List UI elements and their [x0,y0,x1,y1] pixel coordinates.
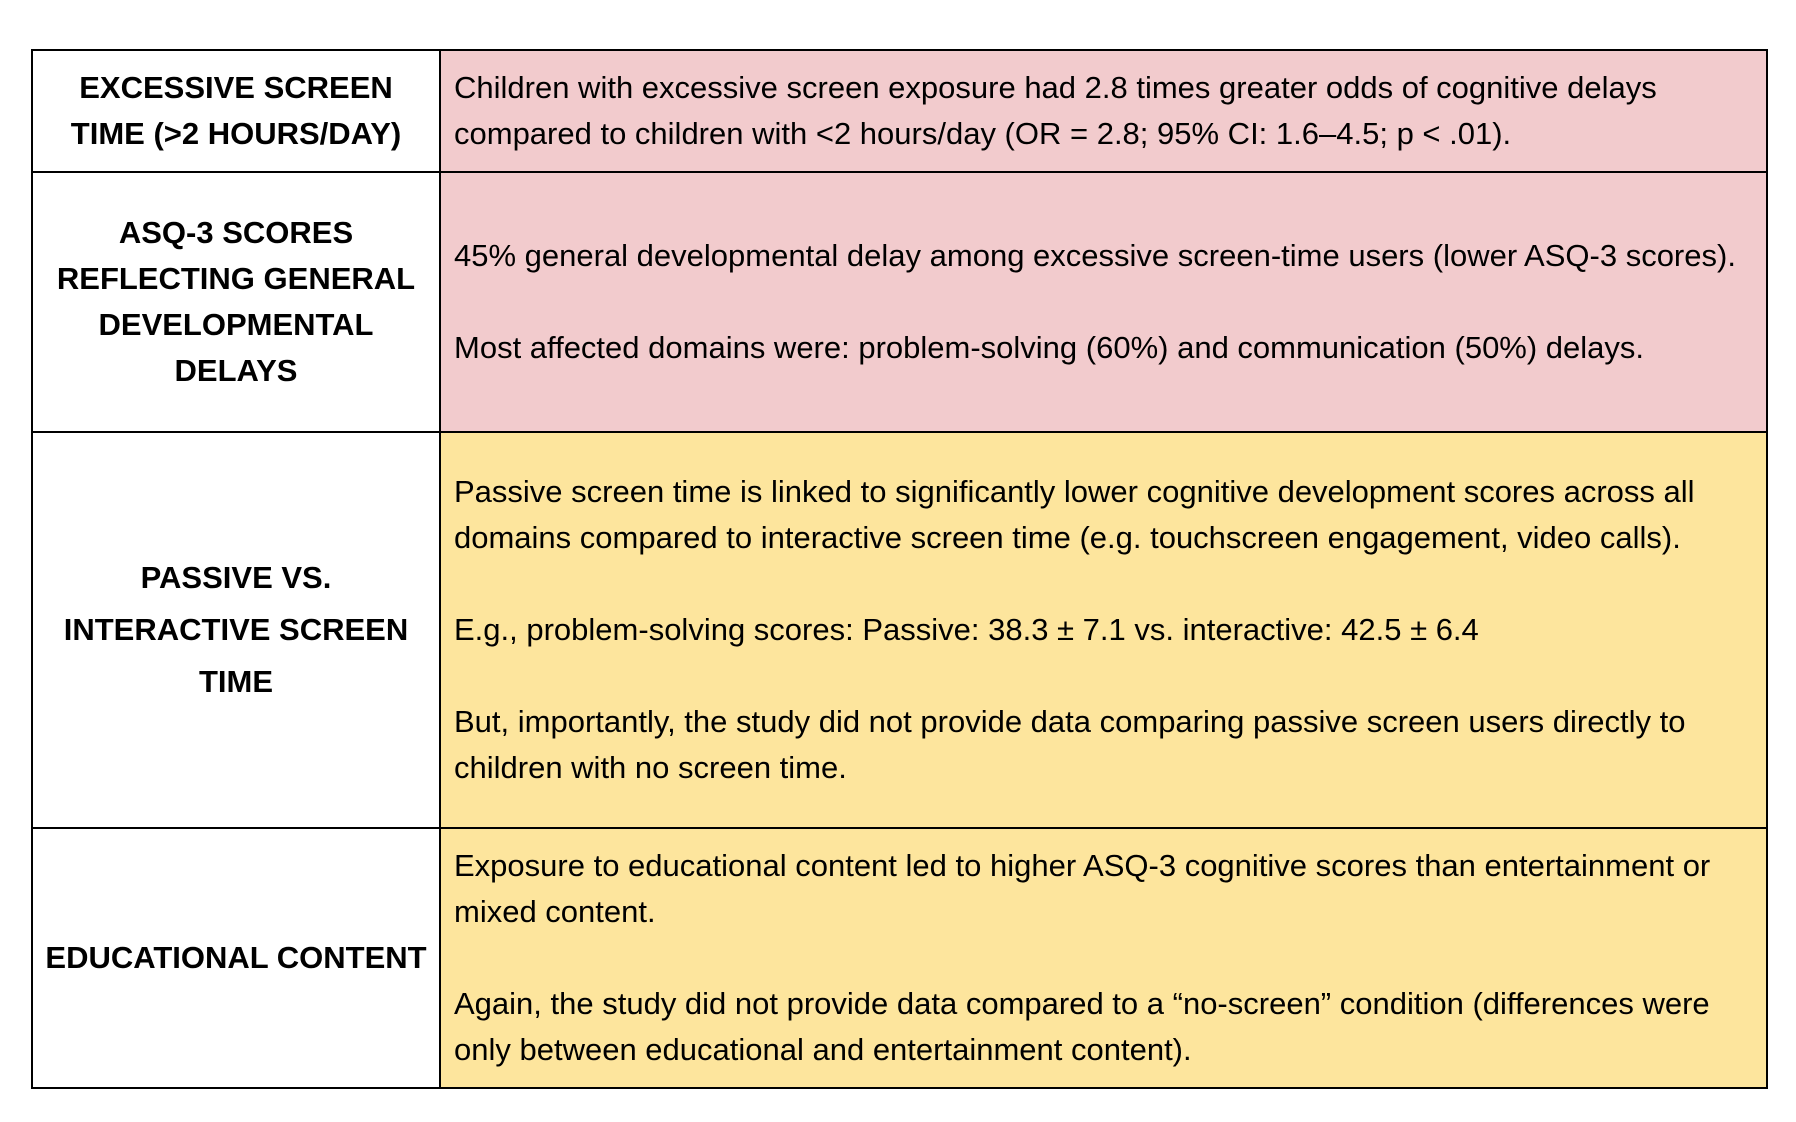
row-label: PASSIVE VS. INTERACTIVE SCREEN TIME [32,432,440,828]
row-content [440,172,1767,432]
row-label: EXCESSIVE SCREEN TIME (>2 HOURS/DAY) [32,50,440,172]
content-paragraph: 45% general developmental delay among excessive screen-time users (lower ASQ-3 scores). [454,238,1736,273]
row-label: ASQ-3 SCORES REFLECTING GENERAL DEVELOPMENTAL DELAYS [32,172,440,432]
table-row [32,172,1767,432]
content-paragraph: Most affected domains were: problem-solving (60%) and communication (50%) delays. [454,330,1645,365]
row-content [440,432,1767,828]
content-paragraph: E.g., problem-solving scores: Passive: 38.3 ± 7.1 vs. interactive: 42.5 ± 6.4 [454,612,1479,647]
findings-table [31,49,1768,1089]
content-paragraph: Again, the study did not provide data compared to a “no-screen” condition (differences were only between educational and entertainment content). [454,986,1710,1067]
table-row [32,432,1767,828]
content-paragraph: But, importantly, the study did not provide data comparing passive screen users directly to children with no screen time. [454,704,1686,785]
content-paragraph: Exposure to educational content led to higher ASQ-3 cognitive scores than entertainment or mixed content. [454,848,1711,929]
content-paragraph: Passive screen time is linked to significantly lower cognitive development scores across all domains compared to interactive screen time (e.g. touchscreen engagement, video calls). [454,474,1695,555]
row-content [440,50,1767,172]
row-content [440,828,1767,1088]
table-row [32,50,1767,172]
content-paragraph: Children with excessive screen exposure had 2.8 times greater odds of cognitive delays compared to children with <2 hours/day (OR = 2.8; 95% CI: 1.6–4.5; p < .01). [454,70,1657,151]
row-label: EDUCATIONAL CONTENT [32,828,440,1088]
table-row [32,828,1767,1088]
